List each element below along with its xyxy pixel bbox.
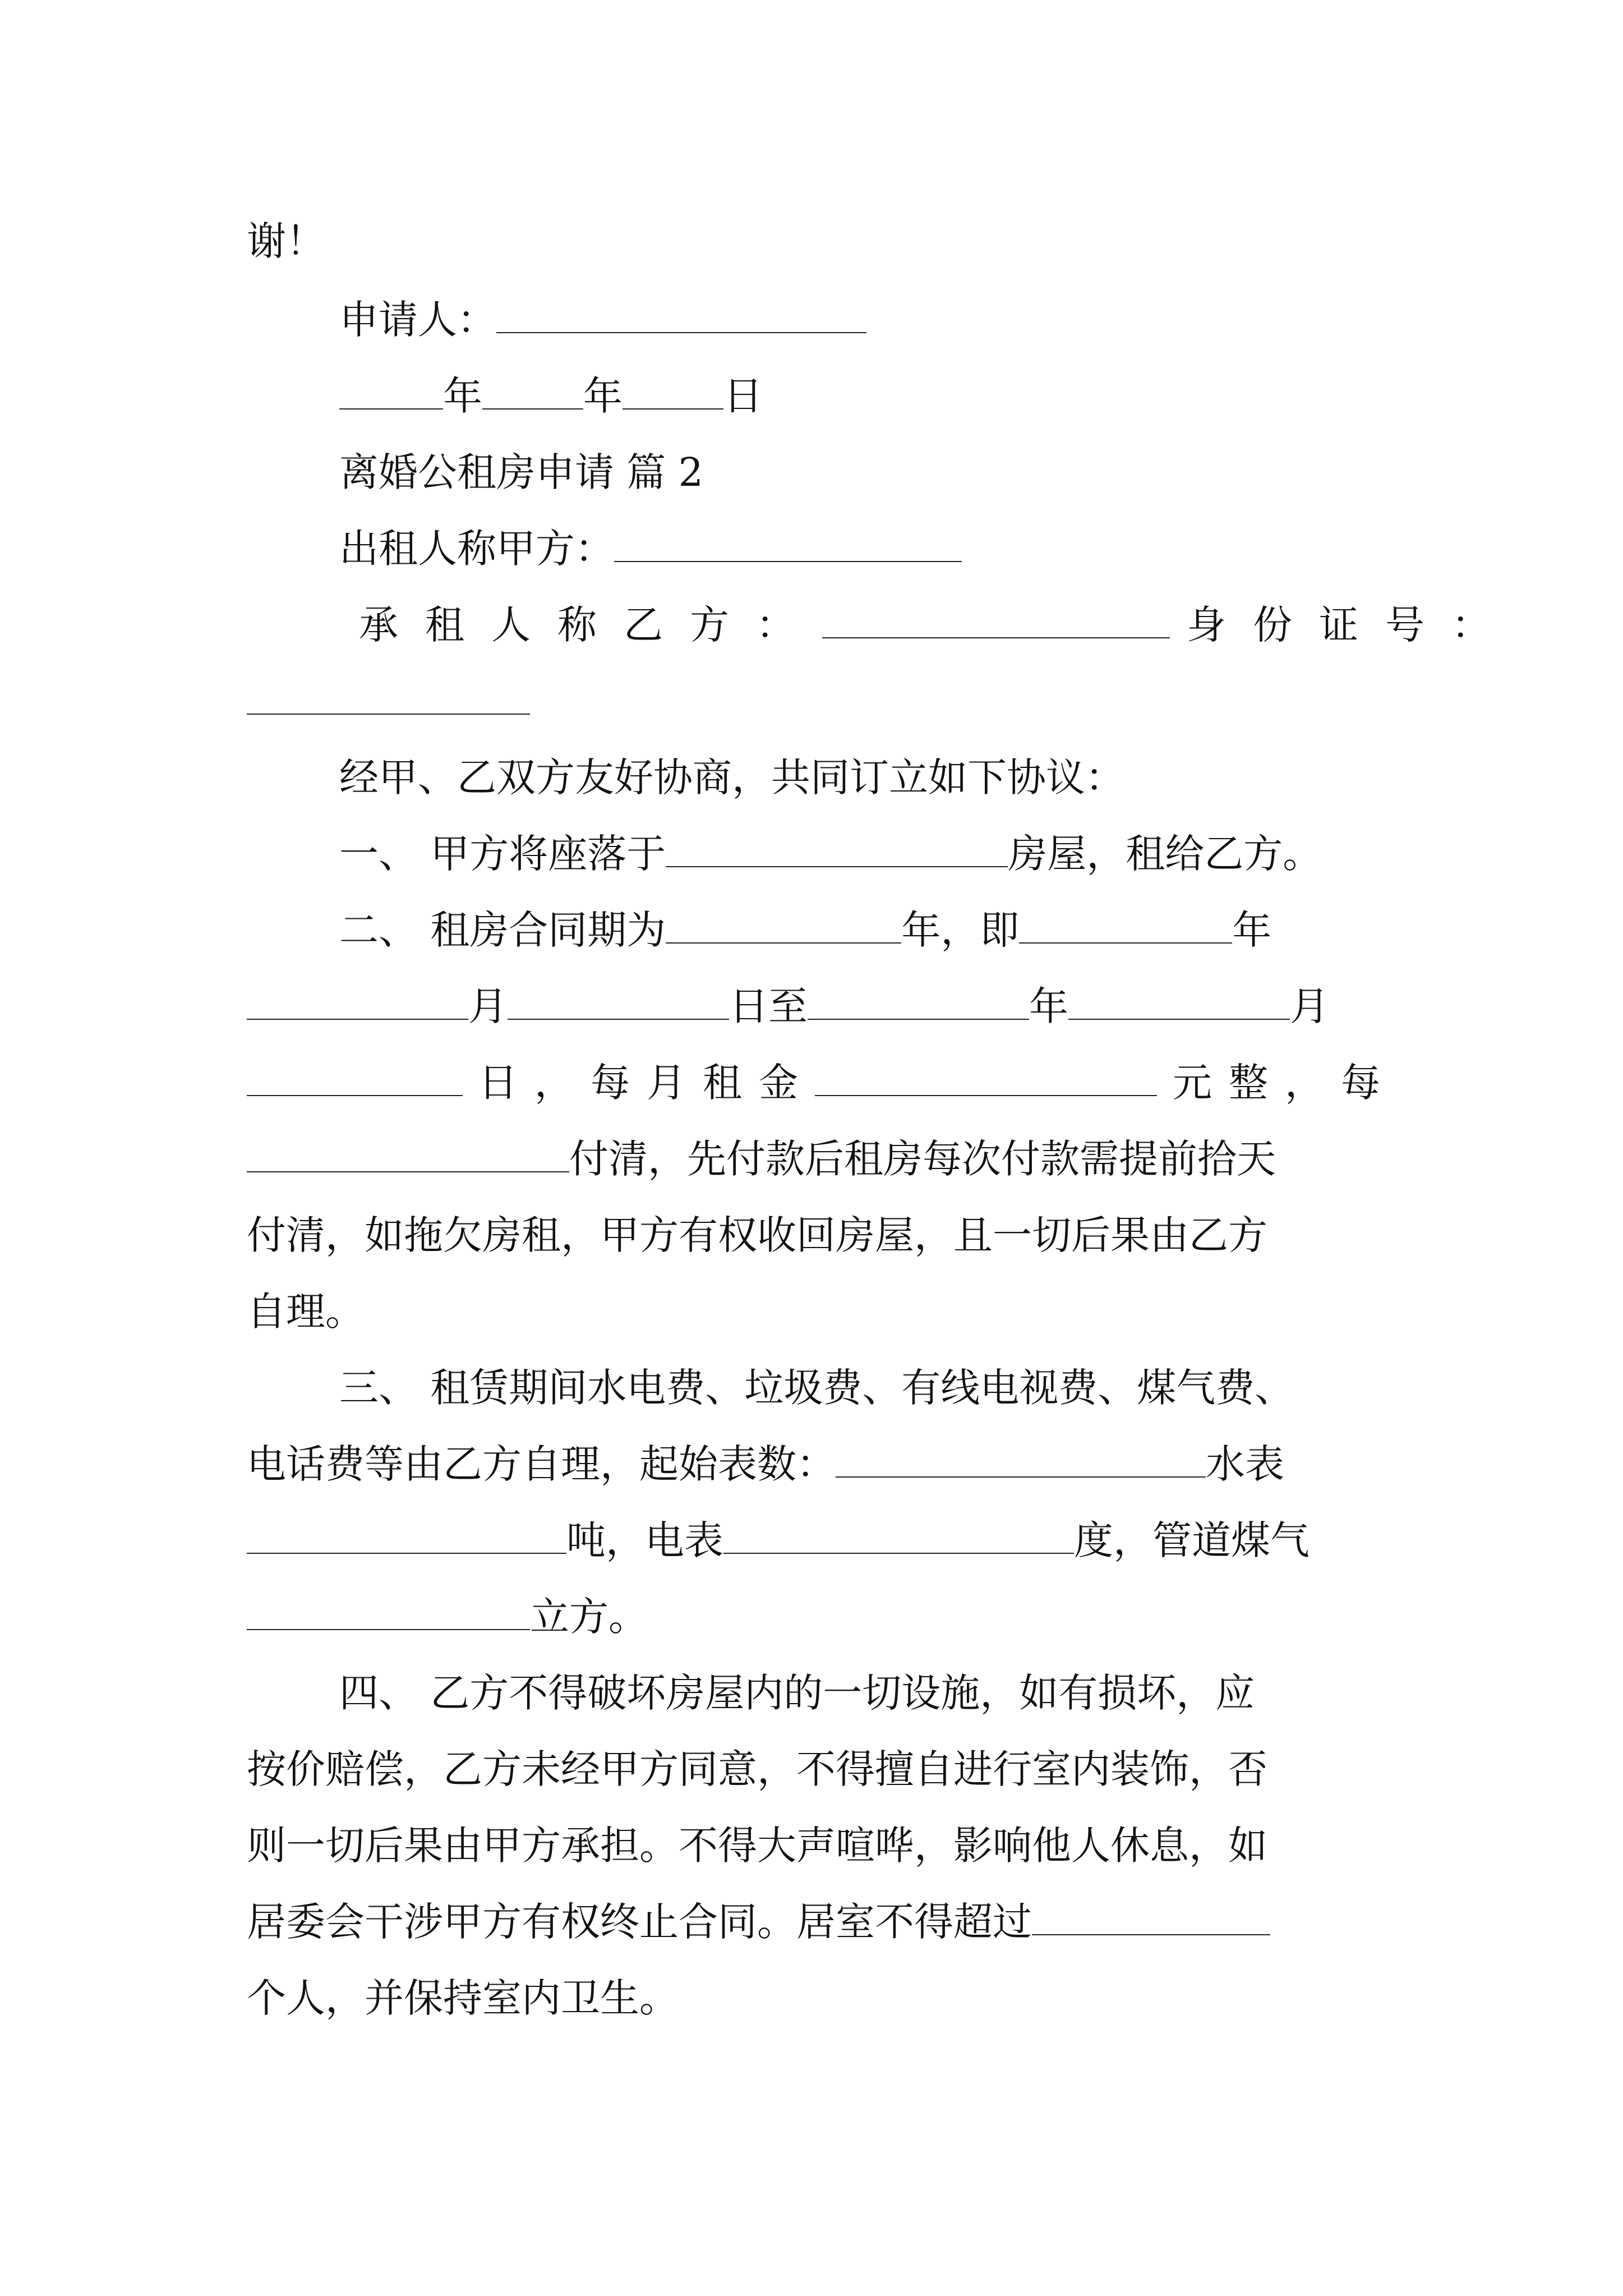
clause-3-line-1: [339, 1363, 1294, 1413]
clause-1: [339, 829, 1322, 879]
lessor-label: 出租人称甲方：: [339, 526, 614, 572]
start-year-blank: [1019, 908, 1232, 944]
applicant-line: [339, 295, 866, 345]
clause-2-text: 元整，每: [1173, 1060, 1397, 1106]
clause-2-line-2: [247, 981, 1329, 1032]
clause-4-text: 四、 乙方不得破坏房屋内的一切设施，如有损坏，应: [339, 1670, 1255, 1716]
lessee-label: 承租人称乙方：: [359, 602, 822, 648]
date-part: 日: [723, 373, 763, 419]
paragraph-end: [247, 216, 325, 266]
clause-2-text: 月: [1290, 983, 1329, 1029]
water-meter-blank: [247, 1518, 566, 1554]
clause-2-text: 自理。: [247, 1289, 365, 1335]
clause-4-text: 按价赔偿，乙方未经甲方同意，不得擅自进行室内装饰，否: [247, 1746, 1267, 1792]
clause-4-text: 则一切后果由甲方承担。不得大声喧哗，影响他人休息，如: [247, 1823, 1267, 1869]
end-month-blank: [1068, 984, 1290, 1020]
clause-4-line-2: [247, 1744, 1267, 1795]
end-year-blank: [808, 984, 1029, 1020]
clause-2-text: 年，即: [901, 907, 1020, 953]
intro-line: [339, 752, 1124, 803]
address-blank: [666, 831, 1008, 867]
payment-period-blank: [247, 1137, 569, 1172]
clause-3-text: 三、 租赁期间水电费、垃圾费、有线电视费、煤气费、: [339, 1365, 1294, 1411]
applicant-blank: [496, 297, 866, 333]
lessor-line: [339, 523, 962, 574]
clause-3-line-3: [247, 1515, 1310, 1566]
clause-4-line-3: [247, 1820, 1267, 1871]
clause-1-text: 房屋，租给乙方。: [1008, 831, 1322, 877]
lessee-blank: [822, 602, 1170, 638]
clause-3-text: 电话费等由乙方自理，起始表数：: [247, 1441, 836, 1487]
applicant-label: 申请人：: [339, 297, 496, 343]
start-month-blank: [247, 984, 468, 1020]
clause-4-text: 居委会干涉甲方有权终止合同。居室不得超过: [247, 1899, 1032, 1945]
clause-2-text: 日，每月租金: [478, 1060, 815, 1106]
electric-meter-blank: [723, 1518, 1074, 1554]
clause-2-line-4: [247, 1134, 1276, 1184]
date-line: [339, 371, 763, 421]
clause-3-line-4: [247, 1591, 648, 1642]
date-part: 年: [583, 373, 623, 419]
clause-4-line-1: [339, 1668, 1255, 1718]
clause-2-text: 二、 租房合同期为: [339, 907, 666, 953]
clause-4-line-4: [247, 1897, 1270, 1947]
term-blank: [666, 908, 901, 944]
gas-meter-blank: [247, 1594, 530, 1630]
clause-2-line-3: [247, 1057, 1397, 1108]
id-label: 身份证号：: [1187, 602, 1518, 648]
rent-blank: [815, 1060, 1157, 1096]
clause-2-text: 付清，先付款后租房每次付款需提前拾天: [569, 1136, 1276, 1182]
clause-4-text: 个人，并保持室内卫生。: [247, 1975, 679, 2021]
clause-3-text: 吨，电表: [566, 1517, 723, 1563]
clause-2-line-1: [339, 905, 1271, 955]
end-day-blank: [247, 1060, 463, 1096]
date-part: 年: [443, 373, 482, 419]
meter-reading-blank: [836, 1442, 1206, 1478]
clause-2-line-6: [247, 1286, 365, 1337]
date-blank: [482, 374, 583, 409]
clause-3-line-2: [247, 1439, 1284, 1489]
id-blank-line: [247, 676, 530, 726]
occupant-limit-blank: [1032, 1899, 1270, 1935]
clause-2-text: 日至: [729, 983, 808, 1029]
clause-1-text: 一、 甲方将座落于: [339, 831, 666, 877]
clause-2-text: 月: [468, 983, 508, 1029]
clause-3-text: 立方。: [530, 1594, 648, 1640]
section-title-text: 离婚公租房申请 篇 2: [339, 449, 704, 495]
closing-text: 谢！: [247, 218, 325, 264]
clause-2-text: 年: [1029, 983, 1068, 1029]
date-blank: [339, 374, 443, 409]
date-blank: [623, 374, 723, 409]
clause-3-text: 水表: [1206, 1441, 1284, 1487]
clause-4-line-5: [247, 1973, 679, 2023]
section-title: [339, 447, 703, 498]
lessee-line: [359, 600, 1518, 650]
clause-2-line-5: [247, 1210, 1267, 1260]
lessor-blank: [614, 526, 962, 562]
clause-3-text: 度，管道煤气: [1074, 1517, 1310, 1563]
start-day-blank: [508, 984, 729, 1020]
clause-2-text: 年: [1232, 907, 1272, 953]
id-blank: [247, 679, 530, 715]
intro-text: 经甲、乙双方友好协商，共同订立如下协议：: [339, 754, 1124, 800]
clause-2-text: 付清，如拖欠房租，甲方有权收回房屋，且一切后果由乙方: [247, 1212, 1267, 1258]
